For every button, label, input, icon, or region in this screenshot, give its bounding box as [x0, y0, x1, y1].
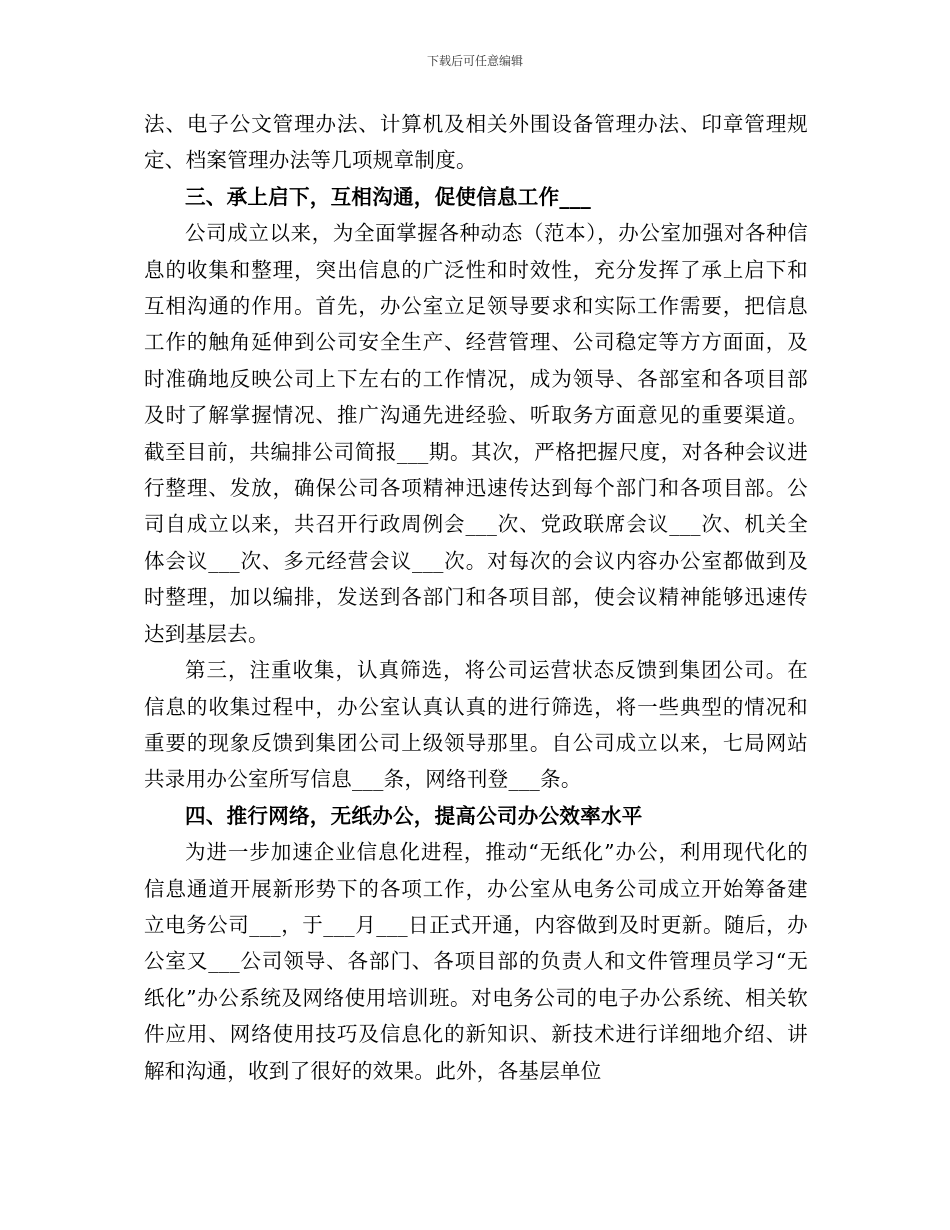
- paragraph-feedback: 第三，注重收集，认真筛选，将公司运营状态反馈到集团公司。在信息的收集过程中，办公室认真认真的进行筛选，将一些典型的情况和重要的现象反馈到集团公司上级领导那里。自公司成立以来，七局网站共录用办公室所写信息___条，网络刊登___条。: [144, 658, 808, 792]
- paragraph-regulations: 法、电子公文管理办法、计算机及相关外围设备管理办法、印章管理规定、档案管理办法等几项规章制度。: [144, 112, 808, 173]
- paragraph-paperless-office: 为进一步加速企业信息化进程，推动“无纸化”办公，利用现代化的信息通道开展新形势下的各项工作，办公室从电务公司成立开始筹备建立电务公司___，于___月___日正式开通，内容做到及时更新。随后，办公室又___公司领导、各部门、各项目部的负责人和文件管理员学习“无纸化”办公系统及网络使用培训班。对电务公司的电子办公系统、相关软件应用、网络使用技巧及信息化的新知识、新技术进行详细地介绍、讲解和沟通，收到了很好的效果。此外，各基层单位: [144, 840, 808, 1083]
- page-header: 下载后可任意编辑: [426, 54, 523, 68]
- section-heading-four: 四、推行网络，无纸办公，提高公司办公效率水平: [185, 803, 643, 828]
- document-body: [144, 106, 808, 1089]
- paragraph-information-work: 公司成立以来，为全面掌握各种动态（范本），办公室加强对各种信息的收集和整理，突出信息的广泛性和时效性，充分发挥了承上启下和互相沟通的作用。首先，办公室立足领导要求和实际工作需要，把信息工作的触角延伸到公司安全生产、经营管理、公司稳定等方方面面，及时准确地反映公司上下左右的工作情况，成为领导、各部室和各项目部及时了解掌握情况、推广沟通先进经验、听取务方面意见的重要渠道。截至目前，共编排公司简报___期。其次，严格把握尺度，对各种会议进行整理、发放，确保公司各项精神迅速传达到每个部门和各项目部。公司自成立以来，共召开行政周例会___次、党政联席会议___次、机关全体会议___次、多元经营会议___次。对每次的会议内容办公室都做到及时整理，加以编排，发送到各部门和各项目部，使会议精神能够迅速传达到基层去。: [144, 221, 808, 646]
- section-heading-three: 三、承上启下，互相沟通，促使信息工作___: [185, 184, 592, 209]
